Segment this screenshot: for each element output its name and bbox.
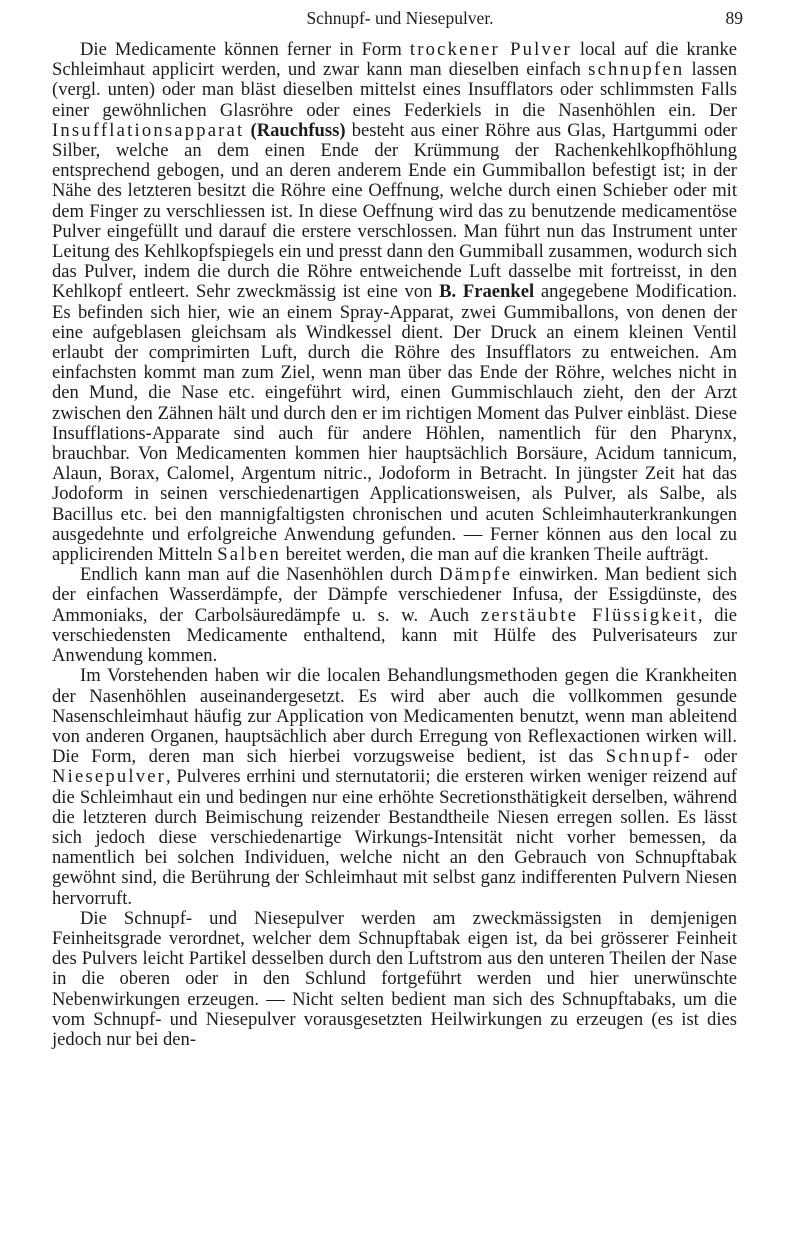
- emphasized-term: schnupfen: [588, 59, 685, 81]
- emphasized-term: zerstäubte Flüssigkeit: [480, 604, 698, 626]
- page-number: 89: [725, 8, 743, 28]
- emphasized-term: Schnupf-: [605, 746, 692, 768]
- emphasized-term: Dämpfe: [439, 564, 513, 586]
- emphasized-term: Niesepulver: [52, 766, 167, 788]
- running-title: Schnupf- und Niesepulver.: [306, 8, 494, 28]
- body-text: [52, 40, 737, 1050]
- running-head: [0, 8, 800, 34]
- paragraph: Die Medicamente können ferner in Form trockener Pulver local auf die kranke Schleimhaut applicirt werden, und zwar kann man dieselben einfach schnupfen lassen (vergl. unten) oder man bläst dieselben mittelst eines Insufflators oder schlimmsten Falls einer gewöhnlichen Glasröhre oder eines Federkiels in die Nasenhöhlen ein. Der Insufflationsapparat (Rauchfuss) besteht aus einer Röhre aus Glas, Hartgummi oder Silber, welche an dem einen Ende der Krümmung der Rachenkehlkopfhöhlung entsprechend gebogen, und an deren anderem Ende ein Gummiballon befestigt ist; in der Nähe des letzteren besitzt die Röhre eine Oeffnung, welche durch einen Schieber oder mit dem Finger zu verschliessen ist. In diese Oeffnung wird das zu benutzende medicamentöse Pulver eingefüllt und darauf die erstere verschlossen. Man führt nun das Instrument unter Leitung des Kehlkopfspiegels ein und presst dann den Gummiball zusammen, wodurch sich das Pulver, indem die durch die Röhre entweichende Luft dasselbe mit fortreisst, in den Kehlkopf entleert. Sehr zweckmässig ist eine von B. Fraenkel angegebene Modification. Es befinden sich hier, wie an einem Spray-Apparat, zwei Gummiballons, von denen der eine aufgeblasen gleichsam als Windkessel dient. Der Druck an einem kleinen Ventil erlaubt der comprimirten Luft, durch die Röhre des Insufflators zu entweichen. Am einfachsten kommt man zum Ziel, wenn man über das Ende der Röhre, welches nicht in den Mund, die Nase etc. eingeführt wird, einen Gummischlauch zieht, den der Arzt zwischen den Zähnen hält und durch den er im richtigen Moment das Pulver einbläst. Diese Insufflations-Apparate sind auch für andere Höhlen, namentlich für den Pharynx, brauchbar. Von Medicamenten kommen hier hauptsächlich Borsäure, Acidum tannicum, Alaun, Borax, Calomel, Argentum nitric., Jodoform in Betracht. In jüngster Zeit hat das Jodoform in seinen verschiedenartigen Applicationsweisen, als Pulver, als Salbe, als Bacillus etc. bei den mannigfaltigsten chronischen und acuten Schleimhauterkrankungen ausgedehnte und erfolgreiche Anwendung gefunden. — Ferner können aus den local zu applicirenden Mitteln Salben bereitet werden, die man auf die kranken Theile aufträgt.: [52, 39, 738, 566]
- paragraph: Endlich kann man auf die Nasenhöhlen durch Dämpfe einwirken. Man bedient sich der einfachen Wasserdämpfe, der Dämpfe verschiedener Infusa, der Essigdünste, des Ammoniaks, der Carbolsäuredämpfe u. s. w. Auch zerstäubte Flüssigkeit, die verschiedensten Medicamente enthaltend, kann mit Hülfe des Pulverisateurs zur Anwendung kommen.: [52, 564, 737, 667]
- author-name: B. Fraenkel: [439, 281, 535, 303]
- emphasized-term: Salben: [217, 544, 282, 566]
- emphasized-term: trockener Pulver: [409, 39, 572, 60]
- emphasized-term: Insufflationsapparat: [52, 119, 245, 141]
- author-name: (Rauchfuss): [250, 119, 346, 141]
- paragraph: Im Vorstehenden haben wir die localen Behandlungsmethoden gegen die Krankheiten der Nasenhöhlen auseinandergesetzt. Es wird aber auch die vollkommen gesunde Nasenschleimhaut häufig zur Application von Medicamenten benutzt, wenn man ableitend von anderen Organen, hauptsächlich aber durch Erregung von Reflexactionen wirken will. Die Form, deren man sich hierbei vorzugsweise bedient, ist das Schnupf- oder Niesepulver, Pulveres errhini und sternutatorii; die ersteren wirken weniger reizend auf die Schleimhaut ein und bedingen nur eine erhöhte Secretionsthätigkeit derselben, während die letzteren durch Beimischung reizender Bestandtheile Niesen erregen sollen. Es lässt sich jedoch diese verschiedenartige Wirkungs-Intensität nicht vorher bemessen, da namentlich bei solchen Individuen, welche nicht an den Gebrauch von Schnupftabak gewöhnt sind, die Berührung der Schleimhaut mit selbst ganz indifferenten Pulvern Niesen hervorruft.: [52, 665, 738, 909]
- paragraph: Die Schnupf- und Niesepulver werden am zweckmässigsten in demjenigen Feinheitsgrade verordnet, welcher dem Schnupftabak eigen ist, da bei grösserer Feinheit des Pulvers leicht Partikel desselben durch den Luftstrom aus den unteren Theilen der Nase in die oberen oder in den Schlund fortgeführt werden und hier unerwünschte Nebenwirkungen erzeugen. — Nicht selten bedient man sich des Schnupftabaks, um die vom Schnupf- und Niesepulver vorausgesetzten Heilwirkungen zu erzeugen (es ist dies jedoch nur bei den-: [52, 907, 737, 1050]
